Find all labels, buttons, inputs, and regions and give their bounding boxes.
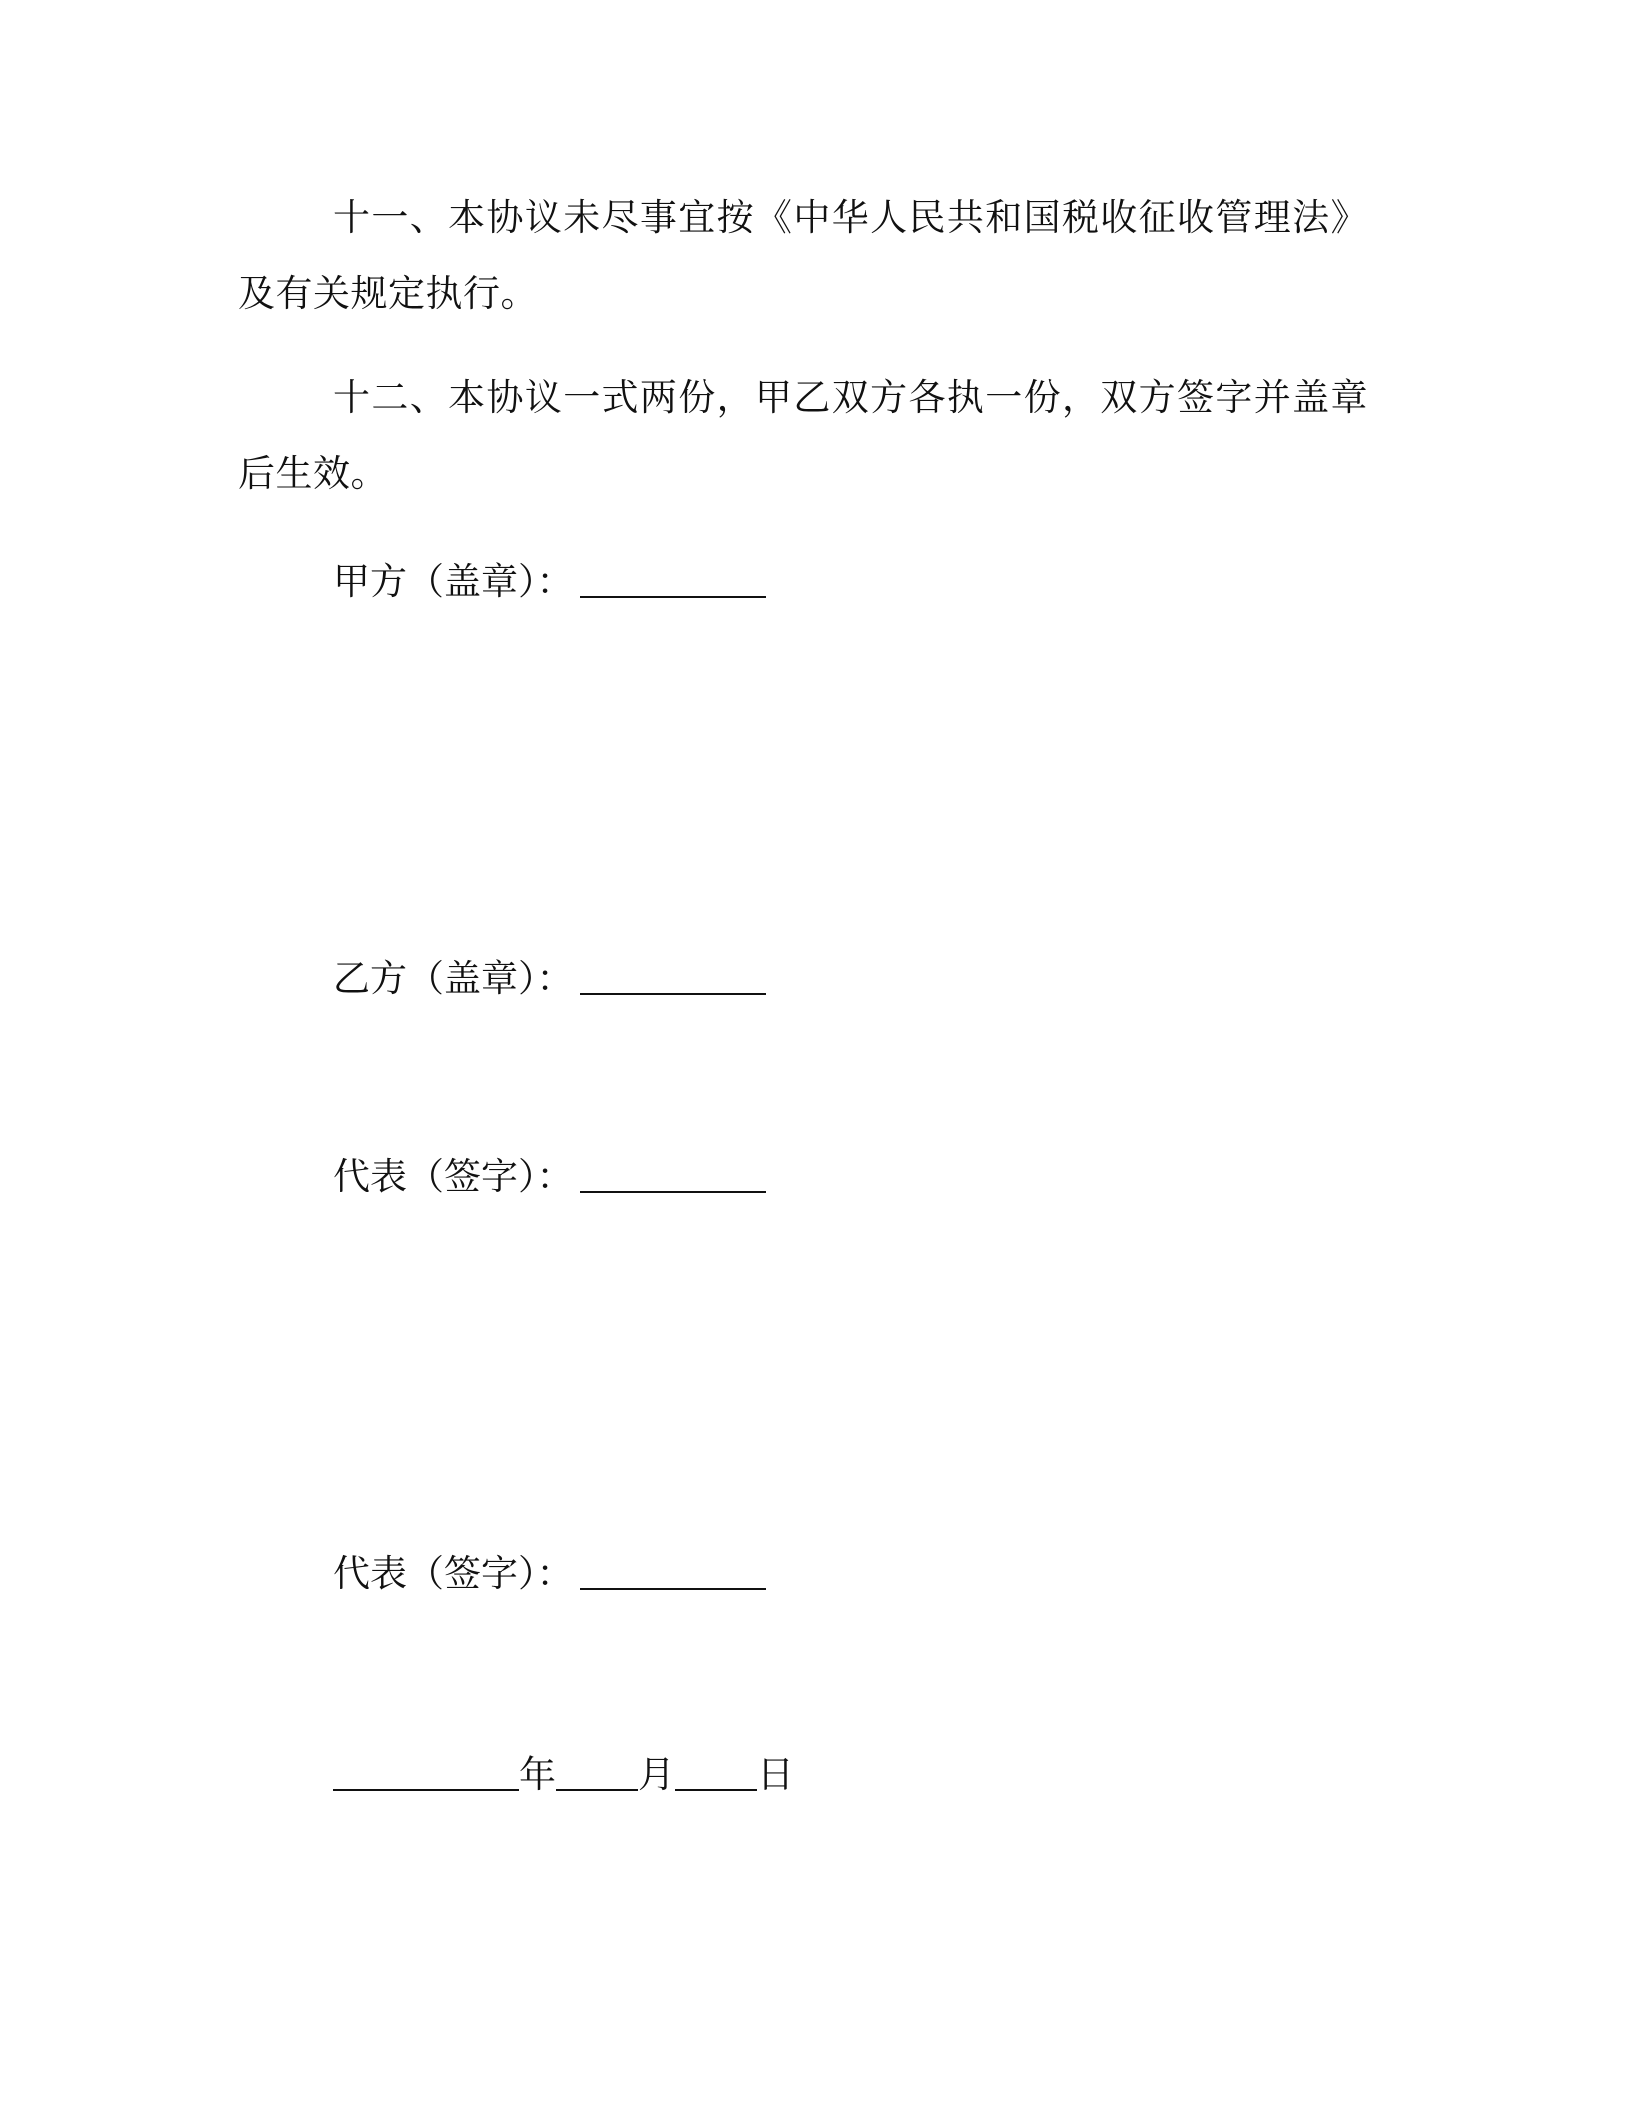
representative-2-label: 代表（签字）： (333, 1552, 574, 1595)
party-b-seal-label: 乙方（盖章）： (333, 957, 574, 1000)
party-a-seal-label: 甲方（盖章）： (333, 560, 574, 603)
clause-12: 十二、本协议一式两份，甲乙双方各执一份，双方签字并盖章后生效。 (238, 376, 1368, 495)
signature-line-party-b (333, 952, 766, 1004)
signature-line-representative-1 (333, 1150, 766, 1202)
representative-1-label: 代表（签字）： (333, 1155, 574, 1198)
month-blank[interactable] (556, 1752, 638, 1791)
representative-2-blank[interactable] (580, 1551, 766, 1590)
party-b-seal-blank[interactable] (580, 956, 766, 995)
signature-line-representative-2 (333, 1547, 766, 1599)
party-a-seal-blank[interactable] (580, 559, 766, 598)
day-label: 日 (757, 1753, 794, 1796)
clause-11: 十一、本协议未尽事宜按《中华人民共和国税收征收管理法》及有关规定执行。 (238, 196, 1368, 315)
month-label: 月 (638, 1753, 675, 1796)
year-blank[interactable] (333, 1752, 519, 1791)
year-label: 年 (519, 1753, 556, 1796)
representative-1-blank[interactable] (580, 1154, 766, 1193)
day-blank[interactable] (675, 1752, 757, 1791)
signature-line-party-a (333, 555, 766, 607)
date-line (333, 1748, 794, 1800)
